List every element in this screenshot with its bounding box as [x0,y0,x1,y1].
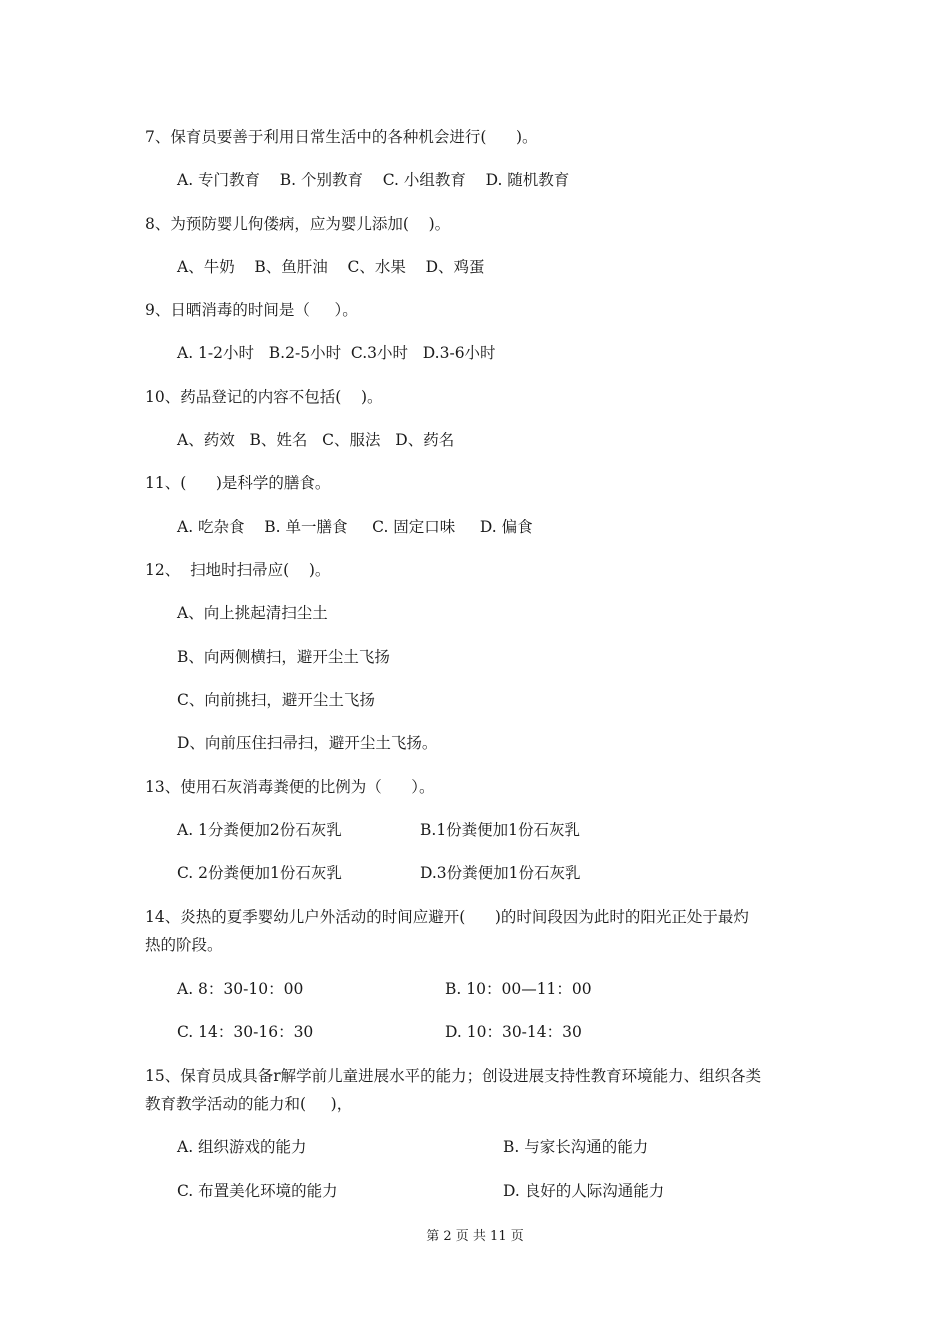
question-14-stem-line-2: 热的阶段。 [145,936,223,954]
question-11-stem: 11、( )是科学的膳食。 [145,474,331,492]
question-12-option-b: B、向两侧横扫，避开尘土飞扬 [177,648,390,666]
question-8-stem: 8、为预防婴儿佝偻病，应为婴儿添加( )。 [145,215,451,233]
question-12-option-d: D、向前压住扫帚扫，避开尘土飞扬。 [177,734,438,752]
question-7-stem: 7、保育员要善于利用日常生活中的各种机会进行( )。 [145,128,538,146]
question-14-option-a: A. 8：30-10：00 [177,980,304,998]
question-13-option-b: B.1份粪便加1份石灰乳 [420,821,581,839]
question-14-option-c: C. 14：30-16：30 [177,1023,314,1041]
question-13-option-a: A. 1分粪便加2份石灰乳 [177,821,342,839]
question-8-options: A、牛奶 B、鱼肝油 C、水果 D、鸡蛋 [177,258,485,276]
question-15-stem-line-2: 教育教学活动的能力和( )， [145,1095,353,1113]
question-12-option-a: A、向上挑起清扫尘土 [177,604,328,622]
page-footer: 第 2 页 共 11 页 [426,1229,524,1244]
question-9-options: A. 1-2小时 B.2-5小时 C.3小时 D.3-6小时 [177,344,496,362]
question-15-option-a: A. 组织游戏的能力 [177,1138,307,1156]
question-13-option-d: D.3份粪便加1份石灰乳 [420,864,581,882]
question-14-stem-line-1: 14、炎热的夏季婴幼儿户外活动的时间应避开( )的时间段因为此时的阳光正处于最灼 [145,908,749,926]
question-15-option-c: C. 布置美化环境的能力 [177,1182,338,1200]
question-15-option-d: D. 良好的人际沟通能力 [503,1182,665,1200]
question-12-option-c: C、向前挑扫，避开尘土飞扬 [177,691,375,709]
question-13-stem: 13、使用石灰消毒粪便的比例为（ ）。 [145,778,435,796]
question-7-options: A. 专门教育 B. 个别教育 C. 小组教育 D. 随机教育 [177,171,570,189]
question-14-option-b: B. 10：00—11：00 [445,980,592,998]
question-15-stem-line-1: 15、保育员成具备r解学前儿童进展水平的能力；创设进展支持性教育环境能力、组织各类 [145,1067,762,1085]
question-10-stem: 10、药品登记的内容不包括( )。 [145,388,383,406]
question-15-option-b: B. 与家长沟通的能力 [503,1138,649,1156]
question-14-option-d: D. 10：30-14：30 [445,1023,582,1041]
question-12-stem: 12、 扫地时扫帚应( )。 [145,561,331,579]
question-13-option-c: C. 2份粪便加1份石灰乳 [177,864,342,882]
question-11-options: A. 吃杂食 B. 单一膳食 C. 固定口味 D. 偏食 [177,518,533,536]
question-9-stem: 9、日晒消毒的时间是（ ）。 [145,301,358,319]
question-10-options: A、药效 B、姓名 C、服法 D、药名 [177,431,455,449]
